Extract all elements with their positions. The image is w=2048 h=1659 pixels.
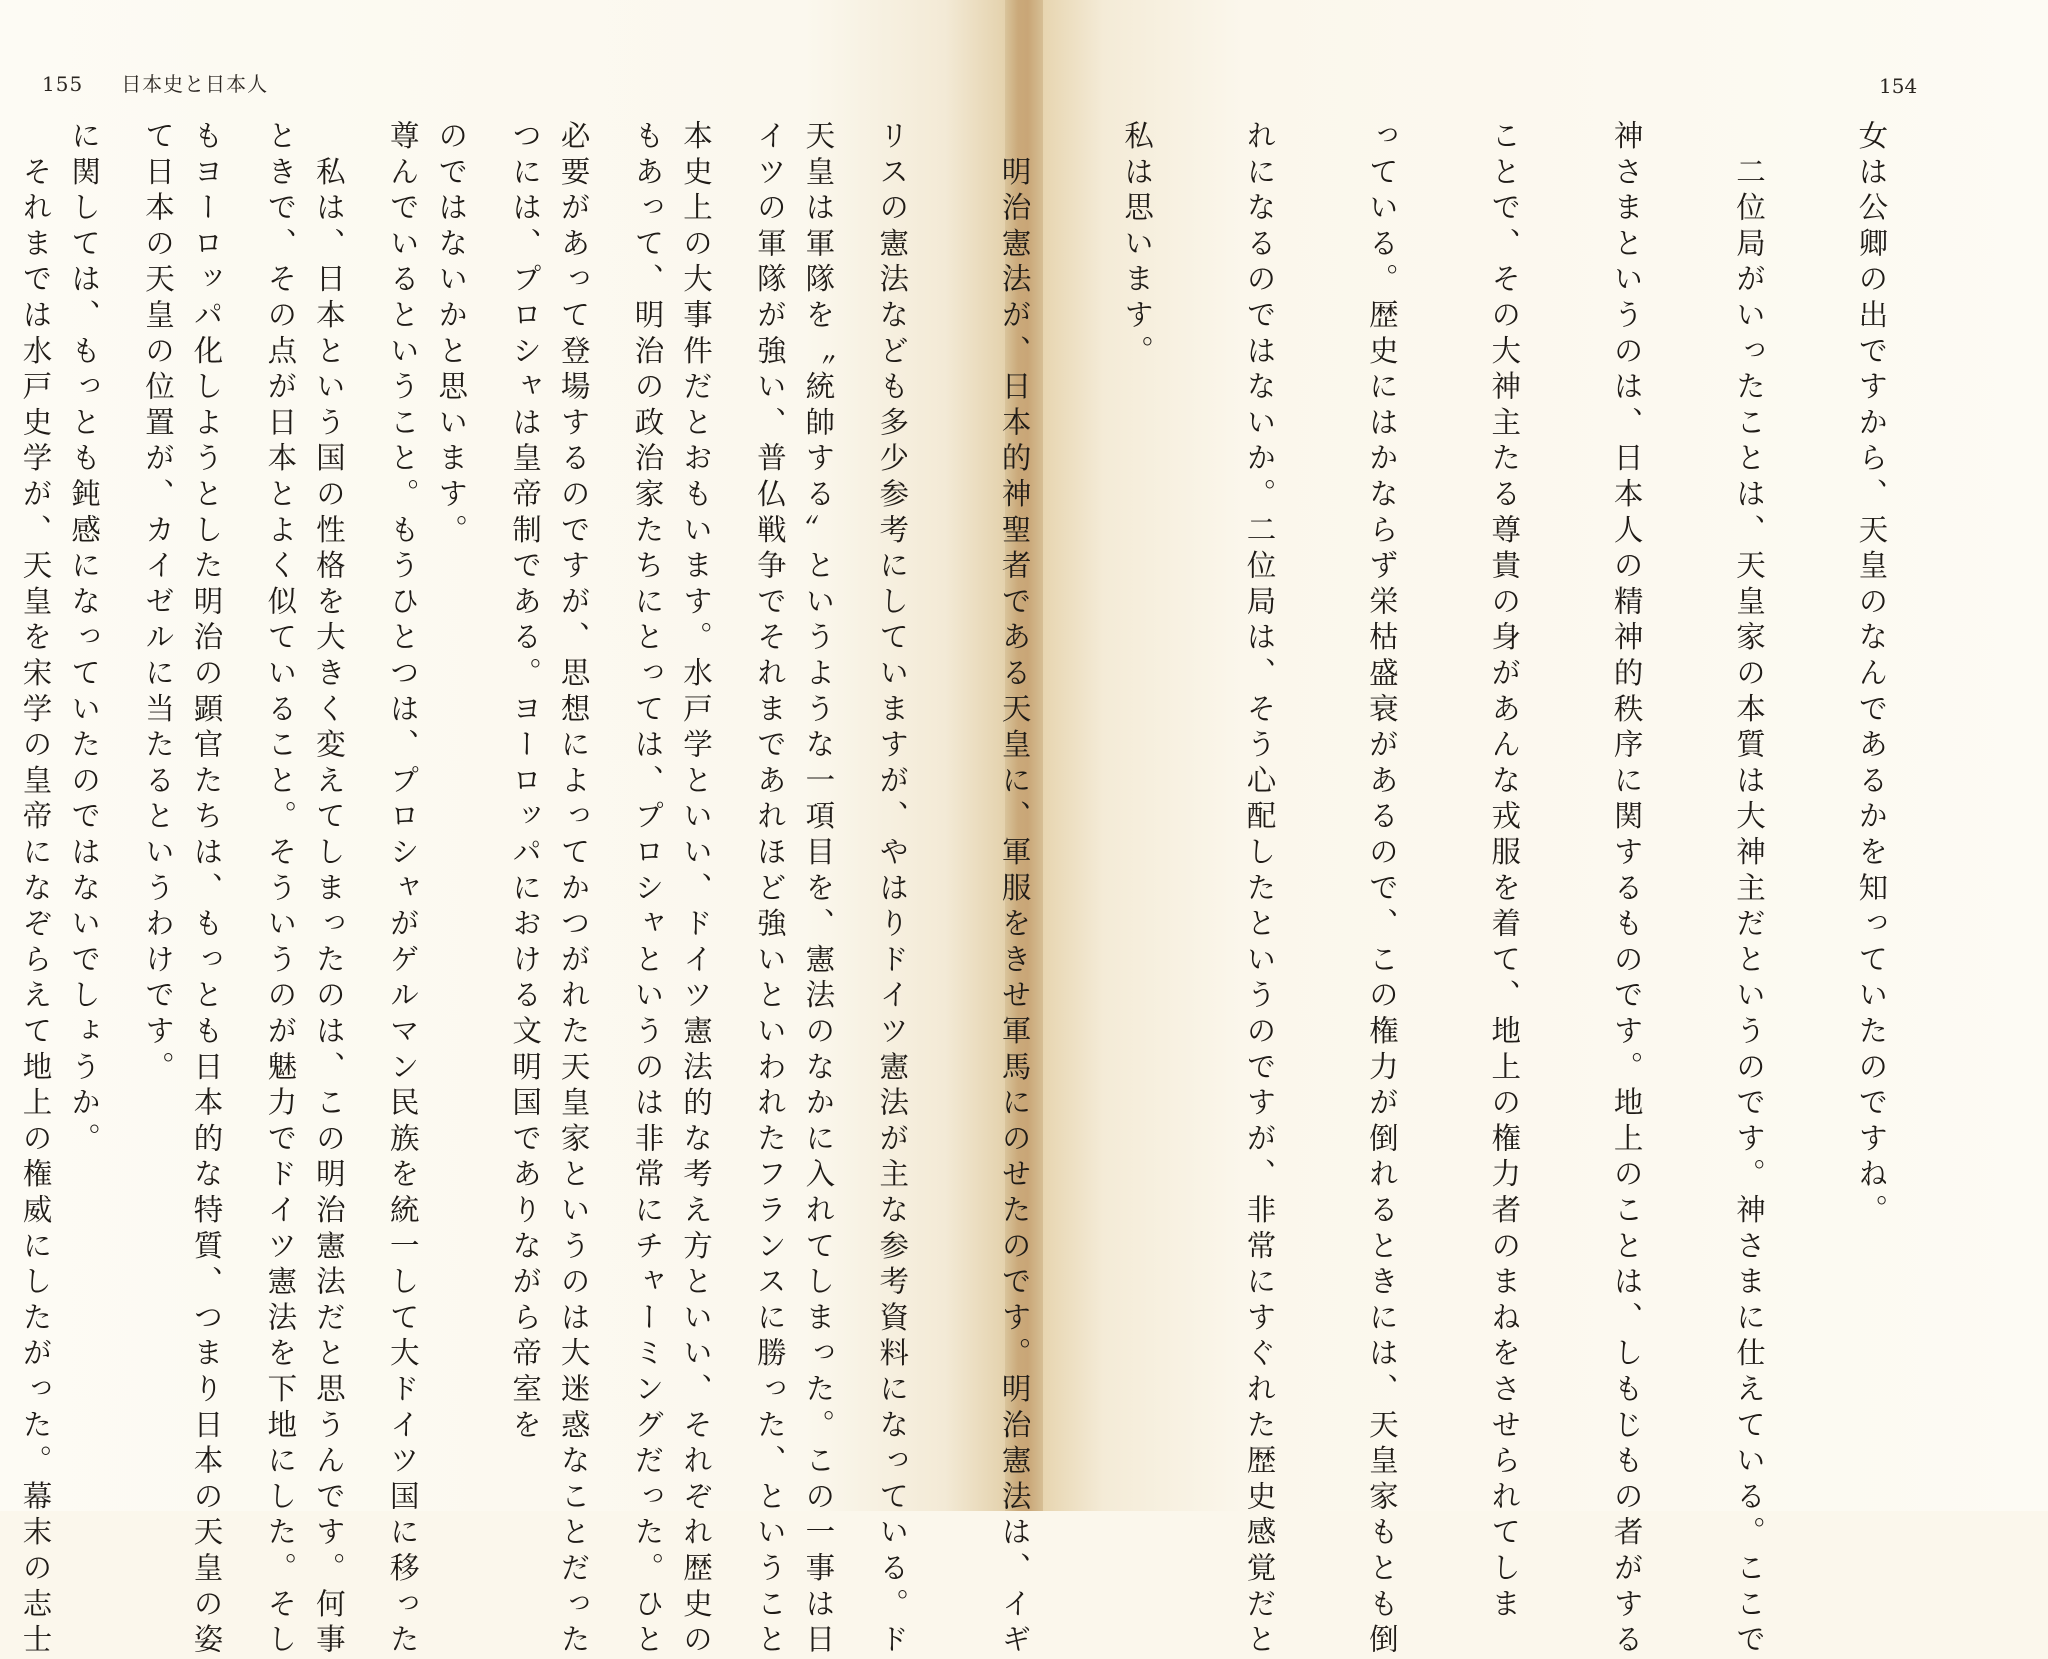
text-line: もあって、明治の政治家たちにとっては、プロシャというのは非常にチャーミングだった。ひと: [630, 120, 665, 1659]
left-page-number: 155: [42, 72, 84, 96]
text-line: 必要があって登場するのですが、思想によってかつがれた天皇家というのは大迷惑なことだった: [556, 120, 591, 1659]
right-page-body-text: [0, 120, 1973, 1659]
running-head: 日本史と日本人: [121, 72, 269, 96]
text-line: 女は公卿の出ですから、天皇のなんであるかを知っていたのですね。: [1854, 120, 1889, 1230]
text-line: リスの憲法なども多少参考にしていますが、やはりドイツ憲法が主な参考資料になっている。ド: [875, 120, 910, 1659]
text-line: 私は思います。: [1120, 120, 1155, 371]
text-line: 二位局がいったことは、天皇家の本質は大神主だというのです。神さまに仕えている。ここで: [1732, 120, 1767, 1659]
text-line: 本史上の大事件だとおもいます。水戸学といい、ドイツ憲法的な考え方といい、それぞれ歴史の: [679, 120, 714, 1659]
text-line: 天皇は軍隊を〝統帥する〟というような一項目を、憲法のなかに入れてしまった。この一事は日: [801, 120, 836, 1659]
text-line: っている。歴史にはかならず栄枯盛衰があるので、この権力が倒れるときには、天皇家もとも倒: [1364, 120, 1399, 1659]
text-line: れになるのではないか。二位局は、そう心配したというのですが、非常にすぐれた歴史感覚だと: [1242, 120, 1277, 1659]
left-page-header: [42, 68, 268, 97]
text-line: それまでは水戸史学が、天皇を宋学の皇帝になぞらえて地上の権威にしたがった。幕末の志士: [18, 120, 53, 1659]
text-line: て日本の天皇の位置が、カイゼルに当たるというわけです。: [140, 120, 175, 1087]
text-line: つには、プロシャは皇帝制である。ヨーロッパにおける文明国でありながら帝室を: [508, 120, 543, 1445]
text-line: 明治憲法が、日本的神聖者である天皇に、軍服をきせ軍馬にのせたのです。明治憲法は、イギ: [997, 120, 1032, 1659]
text-line: 私は、日本という国の性格を大きく変えてしまったのは、この明治憲法だと思うんです。何事: [311, 120, 346, 1659]
text-line: のではないかと思います。: [434, 120, 469, 550]
text-line: ときで、その点が日本とよく似ていること。そういうのが魅力でドイツ憲法を下地にした。そし: [263, 120, 298, 1659]
text-line: イツの軍隊が強い、普仏戦争でそれまであれほど強いといわれたフランスに勝った、ということ: [752, 120, 787, 1659]
text-line: 神さまというのは、日本人の精神的秩序に関するものです。地上のことは、しもじもの者がする: [1609, 120, 1644, 1659]
right-page-number: 154: [1879, 74, 1918, 98]
text-line: ことで、その大神主たる尊貴の身があんな戎服を着て、地上の権力者のまねをさせられてしま: [1487, 120, 1522, 1624]
text-line: もヨーロッパ化しようとした明治の顕官たちは、もっとも日本的な特質、つまり日本の天皇の姿: [189, 120, 224, 1659]
text-line: 尊んでいるということ。もうひとつは、プロシャがゲルマン民族を統一して大ドイツ国に移った: [385, 120, 420, 1659]
text-line: に関しては、もっとも鈍感になっていたのではないでしょうか。: [67, 120, 102, 1159]
